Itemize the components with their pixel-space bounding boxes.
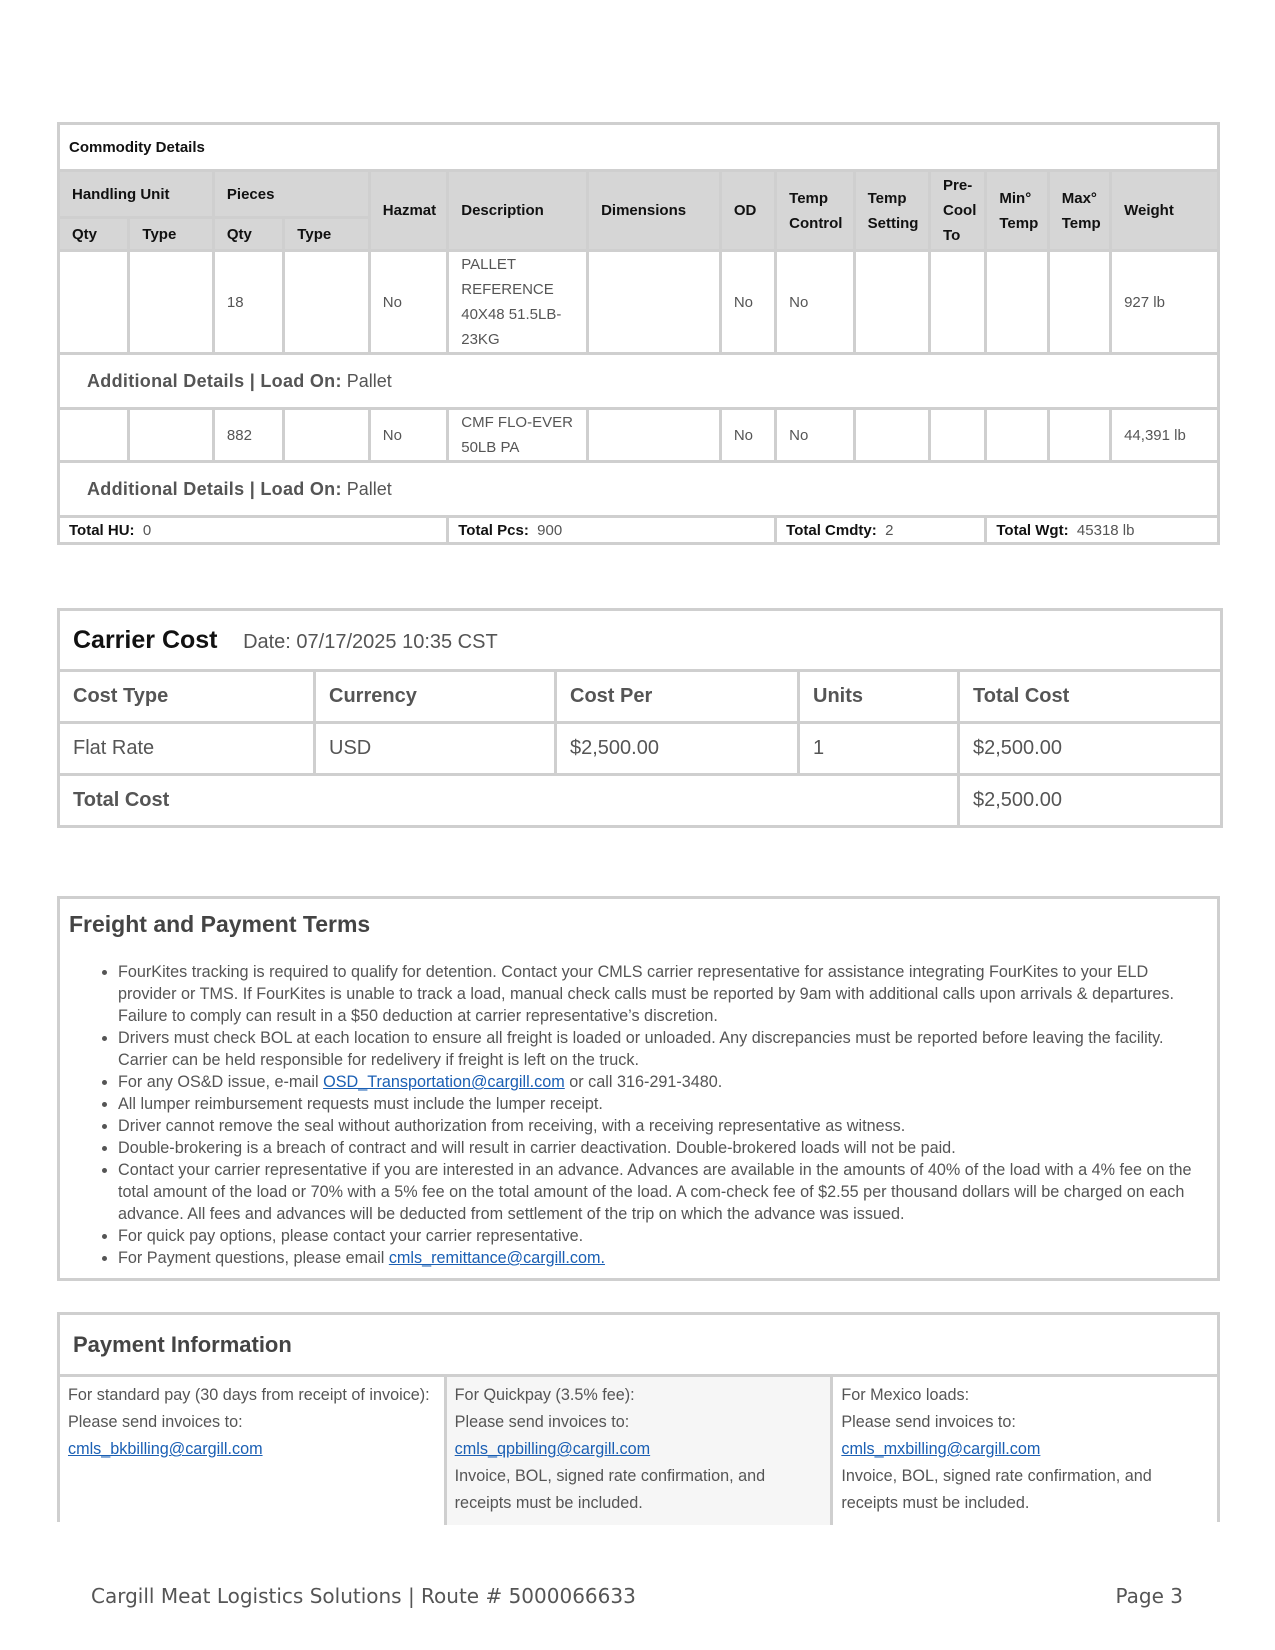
cell-pcs-type: [284, 251, 370, 354]
col-pre-cool: Pre-Cool To: [930, 171, 986, 251]
col-weight: Weight: [1111, 171, 1219, 251]
cell-temp-control: No: [776, 251, 854, 354]
col-hu-type: Type: [129, 218, 213, 251]
cell-dimensions: [588, 251, 721, 354]
cell-description: PALLET REFERENCE 40X48 51.5LB-23KG: [448, 251, 588, 354]
quickpay-email-link[interactable]: cmls_qpbilling@cargill.com: [454, 1440, 651, 1458]
standard-pay-line1: For standard pay (30 days from receipt of invoice):: [68, 1386, 430, 1404]
cell-hu-qty: [59, 251, 129, 354]
standard-pay-column: [60, 1377, 444, 1525]
cell-max-temp: [1048, 251, 1110, 354]
mexico-line1: For Mexico loads:: [841, 1386, 970, 1404]
commodity-caption: Commodity Details: [59, 124, 1219, 171]
cell-temp-control: No: [776, 409, 854, 462]
total-cmdty-label: Total Cmdty:: [786, 521, 877, 539]
col-od: OD: [720, 171, 775, 251]
cell-hazmat: No: [369, 409, 447, 462]
total-hu-value: 0: [142, 521, 152, 539]
cell-min-temp: [986, 251, 1048, 354]
total-wgt: [986, 517, 1219, 544]
cell-pre-cool: [930, 251, 986, 354]
osd-suffix: or call 316-291-3480.: [569, 1073, 723, 1091]
col-temp-control: Temp Control: [776, 171, 854, 251]
total-pcs-label: Total Pcs:: [458, 521, 529, 539]
load-on-value: Pallet: [346, 370, 392, 391]
total-pcs-value: 900: [537, 521, 563, 539]
cell-od: No: [720, 409, 775, 462]
total-wgt-value: 45318 lb: [1076, 521, 1135, 539]
cell-pre-cool: [930, 409, 986, 462]
list-item: • All lumper reimbursement requests must include the lumper receipt.: [118, 1093, 1209, 1115]
standard-pay-line2: Please send invoices to:: [68, 1413, 243, 1431]
cell-total-cost: $2,500.00: [959, 723, 1222, 775]
list-item: [118, 1247, 1209, 1269]
col-temp-setting: Temp Setting: [854, 171, 929, 251]
col-currency: Currency: [315, 671, 556, 723]
payment-info-section: [57, 1312, 1220, 1522]
cell-currency: USD: [315, 723, 556, 775]
col-pcs-qty: Qty: [213, 218, 283, 251]
col-cost-per: Cost Per: [556, 671, 799, 723]
remittance-email-link[interactable]: cmls_remittance@cargill.com.: [388, 1249, 605, 1267]
total-wgt-label: Total Wgt:: [996, 521, 1069, 539]
mexico-email-link[interactable]: cmls_mxbilling@cargill.com: [841, 1440, 1041, 1458]
cell-description: CMF FLO-EVER 50LB PA: [448, 409, 588, 462]
standard-billing-email-link[interactable]: cmls_bkbilling@cargill.com: [68, 1440, 263, 1458]
additional-details-label: Additional Details | Load On:: [87, 478, 342, 499]
footer-route: Cargill Meat Logistics Solutions | Route # 5000066633: [91, 1584, 636, 1608]
col-description: Description: [448, 171, 588, 251]
table-row: [59, 409, 1219, 462]
mexico-note: Invoice, BOL, signed rate confirmation, and receipts must be included.: [841, 1467, 1152, 1512]
additional-details-row: [59, 462, 1219, 517]
total-cost-label: Total Cost: [59, 775, 959, 827]
col-units: Units: [799, 671, 959, 723]
cell-temp-setting: [854, 251, 929, 354]
total-cmdty: [776, 517, 986, 544]
commodity-details: [57, 122, 1220, 545]
table-row: [59, 251, 1219, 354]
carrier-cost-title: Carrier Cost: [73, 625, 218, 654]
payment-info-title: Payment Information: [60, 1315, 1217, 1377]
additional-details-row: [59, 354, 1219, 409]
col-pcs-type: Type: [284, 218, 370, 251]
list-item: • FourKites tracking is required to qualify for detention. Contact your CMLS carrier representative for assistance integrating FourKites to your ELD provider or TMS. If FourKites is unable to track a load, manual check calls must be reported by 9am with additional calls upon arrivals & departures. Failure to comply can result in a $50 deduction at carrier representative’s discretion.: [118, 961, 1209, 1027]
cell-hazmat: No: [369, 251, 447, 354]
cell-pcs-qty: 18: [213, 251, 283, 354]
mexico-line2: Please send invoices to:: [841, 1413, 1016, 1431]
list-item: [118, 1071, 1209, 1093]
mexico-column: [833, 1377, 1217, 1525]
total-cost-value: $2,500.00: [959, 775, 1222, 827]
total-hu-label: Total HU:: [69, 521, 135, 539]
osd-prefix: For any OS&D issue, e-mail: [118, 1073, 319, 1091]
carrier-cost-date: Date: 07/17/2025 10:35 CST: [243, 630, 498, 653]
col-hu-qty: Qty: [59, 218, 129, 251]
col-dimensions: Dimensions: [588, 171, 721, 251]
cell-temp-setting: [854, 409, 929, 462]
col-handling-unit: Handling Unit: [59, 171, 214, 218]
terms-list: [60, 961, 1217, 1269]
list-item: • For quick pay options, please contact your carrier representative.: [118, 1225, 1209, 1247]
cell-units: 1: [799, 723, 959, 775]
col-total-cost: Total Cost: [959, 671, 1222, 723]
quickpay-line2: Please send invoices to:: [454, 1413, 630, 1431]
load-on-value: Pallet: [346, 478, 392, 499]
list-item: • Contact your carrier representative if you are interested in an advance. Advances are available in the amounts of 40% of the load with a 4% fee on the total amount of the load or 70% with a 5% fee on the total amount of the load. A com-check fee of $2.55 per thousand dollars will be charged on each advance. All fees and advances will be deducted from settlement of the trip on which the advance was issued.: [118, 1159, 1209, 1225]
col-cost-type: Cost Type: [59, 671, 315, 723]
cell-hu-qty: [59, 409, 129, 462]
commodity-table: [57, 122, 1220, 545]
cell-weight: 927 lb: [1111, 251, 1219, 354]
cell-od: No: [720, 251, 775, 354]
list-item: • Drivers must check BOL at each location to ensure all freight is loaded or unloaded. Any discrepancies must be reported before leaving the facility. Carrier can be held responsible for redelivery if freight is left on the truck.: [118, 1027, 1209, 1071]
osd-email-link[interactable]: OSD_Transportation@cargill.com: [323, 1073, 565, 1091]
cell-cost-type: Flat Rate: [59, 723, 315, 775]
col-min-temp: Min° Temp: [986, 171, 1048, 251]
freight-terms-title: Freight and Payment Terms: [69, 911, 371, 937]
payment-prefix: For Payment questions, please email: [118, 1249, 385, 1267]
col-max-temp: Max° Temp: [1048, 171, 1110, 251]
cell-pcs-type: [284, 409, 370, 462]
freight-terms-section: [57, 896, 1220, 1281]
quickpay-line1: For Quickpay (3.5% fee):: [454, 1386, 635, 1404]
col-pieces: Pieces: [213, 171, 369, 218]
cell-dimensions: [588, 409, 721, 462]
total-pcs: [448, 517, 776, 544]
cell-cost-per: $2,500.00: [556, 723, 799, 775]
quickpay-note: Invoice, BOL, signed rate confirmation, and receipts must be included.: [454, 1467, 766, 1512]
cell-hu-type: [129, 251, 213, 354]
page-number: Page 3: [1115, 1584, 1183, 1608]
total-hu: [59, 517, 448, 544]
list-item: • Double-brokering is a breach of contract and will result in carrier deactivation. Double-brokered loads will not be paid.: [118, 1137, 1209, 1159]
carrier-cost-section: [57, 608, 1220, 828]
cell-weight: 44,391 lb: [1111, 409, 1219, 462]
totals-row: [59, 517, 1219, 544]
additional-details-label: Additional Details | Load On:: [87, 370, 342, 391]
col-hazmat: Hazmat: [369, 171, 447, 251]
table-row: [59, 723, 1222, 775]
cell-max-temp: [1048, 409, 1110, 462]
cell-hu-type: [129, 409, 213, 462]
list-item: • Driver cannot remove the seal without authorization from receiving, with a receiving representative as witness.: [118, 1115, 1209, 1137]
cell-pcs-qty: 882: [213, 409, 283, 462]
cell-min-temp: [986, 409, 1048, 462]
carrier-cost-table: [57, 608, 1223, 828]
total-cmdty-value: 2: [885, 521, 894, 539]
quickpay-column: [444, 1377, 834, 1525]
